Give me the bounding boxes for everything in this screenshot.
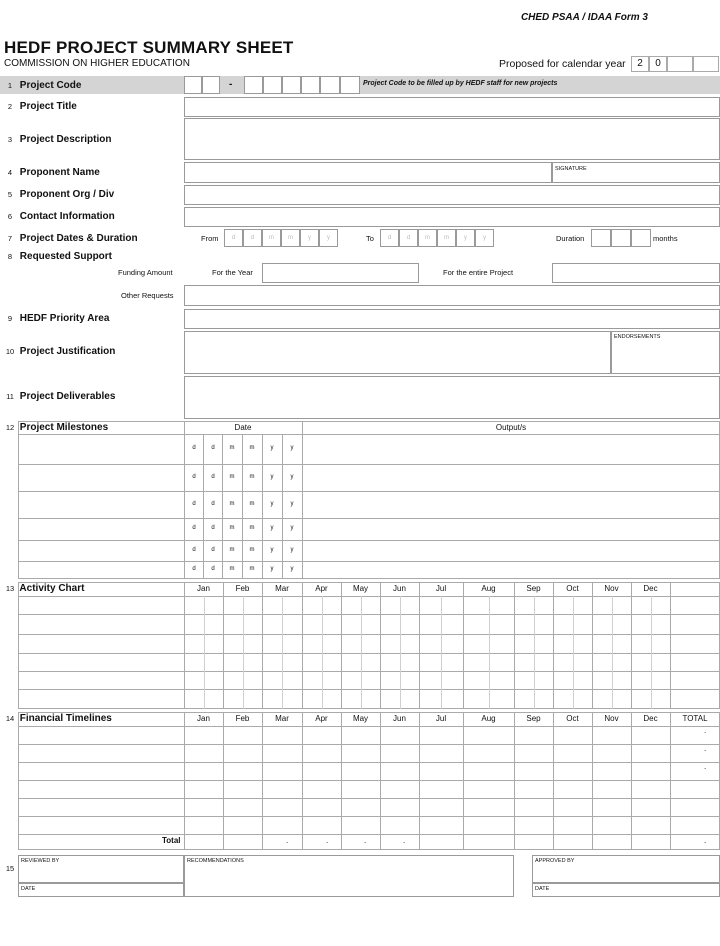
month-header-sep: Sep xyxy=(526,584,541,593)
milestone-date-char[interactable]: m xyxy=(229,546,235,553)
form-number: CHED PSAA / IDAA Form 3 xyxy=(520,12,648,23)
month-header-jan: Jan xyxy=(197,714,210,723)
milestone-date-char[interactable]: y xyxy=(270,525,274,531)
month-header-sep: Sep xyxy=(526,714,541,723)
field-label-priority-area: 9 HEDF Priority Area xyxy=(7,313,110,324)
milestone-date-char[interactable]: d xyxy=(192,445,196,451)
milestone-date-char[interactable]: d xyxy=(211,500,215,507)
month-header-mar: Mar xyxy=(275,714,289,723)
proponent-name-input[interactable] xyxy=(184,162,552,183)
field-label-milestones: 12 Project Milestones xyxy=(5,422,109,433)
project-code-box[interactable] xyxy=(282,76,301,94)
milestone-description-cell[interactable] xyxy=(18,561,184,579)
column-rule xyxy=(262,712,263,850)
milestone-date-char[interactable]: m xyxy=(229,566,235,572)
month-header-apr: Apr xyxy=(315,584,328,593)
year-digit-4[interactable] xyxy=(693,56,719,72)
milestone-description-cell[interactable] xyxy=(18,434,184,464)
date-digit-box[interactable]: d xyxy=(243,229,262,247)
project-code-box[interactable] xyxy=(184,76,202,94)
milestone-date-char[interactable]: y xyxy=(270,473,274,480)
from-label: From xyxy=(201,234,219,243)
date-digit-box[interactable]: y xyxy=(300,229,319,247)
month-header-oct: Oct xyxy=(566,714,579,723)
milestone-date-char[interactable]: d xyxy=(192,546,196,553)
milestone-description-cell[interactable] xyxy=(18,491,184,518)
milestone-date-char[interactable]: y xyxy=(290,525,294,531)
milestone-date-char[interactable]: d xyxy=(211,546,215,553)
months-label: months xyxy=(653,234,678,243)
column-rule xyxy=(184,712,185,850)
date-digit-box[interactable]: m xyxy=(262,229,281,247)
activity-name-cell[interactable] xyxy=(18,653,184,671)
month-header-jul: Jul xyxy=(435,714,447,723)
year-digit-3[interactable] xyxy=(667,56,693,72)
month-header-nov: Nov xyxy=(604,584,619,593)
milestone-date-char[interactable]: d xyxy=(192,525,196,531)
milestone-date-char[interactable]: d xyxy=(192,500,196,507)
month-header-dec: Dec xyxy=(643,584,658,593)
milestones-outputs-header: Output/s xyxy=(495,423,527,432)
date-digit-box[interactable]: d xyxy=(224,229,243,247)
half-month-rule xyxy=(204,596,205,709)
month-header-jul: Jul xyxy=(435,584,447,593)
field-number-15: 15 xyxy=(5,864,15,873)
half-month-rule xyxy=(534,596,535,709)
contact-info-input[interactable] xyxy=(184,207,720,227)
milestone-date-char[interactable]: y xyxy=(290,445,294,451)
duration-box[interactable] xyxy=(631,229,651,247)
decimal-mark: . xyxy=(704,762,707,771)
project-code-row xyxy=(0,76,720,94)
financial-item-cell[interactable] xyxy=(18,726,184,744)
milestone-output-cell[interactable] xyxy=(302,518,720,540)
milestone-date-char[interactable]: m xyxy=(229,473,235,480)
form-subtitle: COMMISSION ON HIGHER EDUCATION xyxy=(4,58,190,69)
half-month-rule xyxy=(651,596,652,709)
funding-year-input[interactable] xyxy=(262,263,419,283)
column-rule xyxy=(302,712,303,850)
decimal-mark: . xyxy=(326,836,329,845)
project-code-note: Project Code to be filled up by HEDF staff for new projects xyxy=(363,80,558,87)
field-label-project-dates: 7 Project Dates & Duration xyxy=(7,233,138,244)
milestone-date-char[interactable]: y xyxy=(290,566,294,572)
milestone-date-char[interactable]: d xyxy=(211,566,215,572)
milestone-date-char[interactable]: y xyxy=(290,546,294,553)
month-header-feb: Feb xyxy=(235,584,250,593)
date-digit-box[interactable]: m xyxy=(437,229,456,247)
milestone-output-cell[interactable] xyxy=(302,540,720,561)
column-rule xyxy=(592,712,593,850)
column-rule xyxy=(380,712,381,850)
funding-amount-label: Funding Amount xyxy=(118,268,173,277)
year-digit-2[interactable]: 0 xyxy=(649,56,667,72)
month-header-may: May xyxy=(352,584,369,593)
milestone-date-char[interactable]: y xyxy=(290,473,294,480)
month-header-apr: Apr xyxy=(315,714,328,723)
financial-item-cell[interactable] xyxy=(18,780,184,798)
month-header-may: May xyxy=(352,714,369,723)
column-rule xyxy=(262,434,263,579)
approved-by-label: APPROVED BY xyxy=(535,858,575,864)
decimal-mark: . xyxy=(364,836,367,845)
milestone-date-char[interactable]: y xyxy=(270,445,274,451)
milestone-date-char[interactable]: m xyxy=(229,445,235,451)
field-label-project-title: 2 Project Title xyxy=(7,101,77,112)
column-rule xyxy=(282,434,283,579)
justification-input[interactable] xyxy=(184,331,611,374)
column-rule xyxy=(553,712,554,850)
decimal-mark: . xyxy=(704,726,707,735)
row-rule xyxy=(18,834,720,835)
reviewed-date-label: DATE xyxy=(21,886,36,892)
project-title-input[interactable] xyxy=(184,97,720,117)
milestone-description-cell[interactable] xyxy=(18,540,184,561)
milestone-description-cell[interactable] xyxy=(18,518,184,540)
half-month-rule xyxy=(361,596,362,709)
column-rule xyxy=(670,712,671,850)
proponent-org-input[interactable] xyxy=(184,185,720,205)
activity-name-cell[interactable] xyxy=(18,671,184,689)
half-month-rule xyxy=(489,596,490,709)
approved-date-label: DATE xyxy=(535,886,550,892)
date-digit-box[interactable]: m xyxy=(418,229,437,247)
month-header-jun: Jun xyxy=(393,584,406,593)
other-requests-label: Other Requests xyxy=(121,291,174,300)
date-digit-box[interactable]: y xyxy=(475,229,494,247)
month-header-feb: Feb xyxy=(235,714,250,723)
milestone-date-char[interactable]: d xyxy=(211,445,215,451)
project-description-input[interactable] xyxy=(184,118,720,160)
for-project-label: For the entire Project xyxy=(443,268,514,277)
half-month-rule xyxy=(400,596,401,709)
for-year-label: For the Year xyxy=(212,268,253,277)
date-digit-box[interactable]: d xyxy=(380,229,399,247)
reviewed-date-field[interactable] xyxy=(18,883,184,897)
milestone-date-char[interactable]: m xyxy=(249,445,255,451)
project-code-box[interactable] xyxy=(263,76,282,94)
field-label-justification: 10 Project Justification xyxy=(5,346,116,357)
milestone-date-char[interactable]: d xyxy=(211,525,215,531)
priority-area-input[interactable] xyxy=(184,309,720,329)
decimal-mark: . xyxy=(403,836,406,845)
column-rule xyxy=(222,434,223,579)
month-header-dec: Dec xyxy=(643,714,658,723)
duration-box[interactable] xyxy=(591,229,611,247)
recommendations-label: RECOMMENDATIONS xyxy=(187,858,244,864)
month-header-aug: Aug xyxy=(481,714,496,723)
half-month-rule xyxy=(612,596,613,709)
field-label-proponent-name: 4 Proponent Name xyxy=(7,167,100,178)
milestone-output-cell[interactable] xyxy=(302,464,720,491)
column-rule xyxy=(242,434,243,579)
month-header-mar: Mar xyxy=(275,584,289,593)
milestone-date-char[interactable]: m xyxy=(229,525,235,531)
financial-item-cell[interactable] xyxy=(18,816,184,834)
milestone-date-char[interactable]: y xyxy=(270,500,274,507)
date-digit-box[interactable]: m xyxy=(281,229,300,247)
half-month-rule xyxy=(573,596,574,709)
field-label-activity-chart: 13 Activity Chart xyxy=(5,583,85,594)
approved-date-field[interactable] xyxy=(532,883,720,897)
funding-project-input[interactable] xyxy=(552,263,720,283)
to-label: To xyxy=(366,234,374,243)
total-column-header: TOTAL xyxy=(682,714,708,723)
year-digit-1[interactable]: 2 xyxy=(631,56,649,72)
field-label-project-description: 3 Project Description xyxy=(7,134,112,145)
milestone-date-char[interactable]: d xyxy=(192,566,196,572)
duration-label: Duration xyxy=(556,234,585,243)
duration-box[interactable] xyxy=(611,229,631,247)
milestone-date-char[interactable]: m xyxy=(249,566,255,572)
signature-label: SIGNATURE xyxy=(555,166,587,172)
milestone-date-char[interactable]: d xyxy=(192,473,196,480)
column-rule xyxy=(203,434,204,579)
calendar-year-label: Proposed for calendar year xyxy=(499,58,626,70)
deliverables-input[interactable] xyxy=(184,376,720,419)
financial-item-cell[interactable] xyxy=(18,798,184,816)
half-month-rule xyxy=(243,596,244,709)
form-title: HEDF PROJECT SUMMARY SHEET xyxy=(4,38,294,57)
milestones-date-header: Date xyxy=(234,423,252,432)
financial-item-cell[interactable] xyxy=(18,762,184,780)
half-month-rule xyxy=(322,596,323,709)
column-rule xyxy=(463,712,464,850)
month-header-jun: Jun xyxy=(393,714,406,723)
financial-item-cell[interactable] xyxy=(18,744,184,762)
other-requests-input[interactable] xyxy=(184,285,720,306)
month-header-aug: Aug xyxy=(481,584,496,593)
milestone-date-char[interactable]: m xyxy=(229,500,235,507)
milestone-date-char[interactable]: y xyxy=(270,566,274,572)
date-digit-box[interactable]: y xyxy=(319,229,338,247)
project-code-box[interactable] xyxy=(340,76,360,94)
project-code-box[interactable] xyxy=(202,76,220,94)
activity-name-cell[interactable] xyxy=(18,614,184,634)
milestone-date-char[interactable]: y xyxy=(290,500,294,507)
activity-name-cell[interactable] xyxy=(18,689,184,709)
decimal-mark: . xyxy=(286,836,289,845)
field-label-deliverables: 11 Project Deliverables xyxy=(6,391,116,402)
month-header-oct: Oct xyxy=(566,584,579,593)
milestone-date-char[interactable]: m xyxy=(249,525,255,531)
decimal-mark: . xyxy=(704,836,707,845)
half-month-rule xyxy=(282,596,283,709)
date-digit-box[interactable]: d xyxy=(399,229,418,247)
endorsements-label: ENDORSEMENTS xyxy=(614,334,661,340)
column-rule xyxy=(341,712,342,850)
column-rule xyxy=(514,712,515,850)
milestone-output-cell[interactable] xyxy=(302,491,720,518)
field-label-proponent-org: 5 Proponent Org / Div xyxy=(7,189,115,200)
project-code-dash: - xyxy=(229,79,233,90)
activity-name-cell[interactable] xyxy=(18,634,184,653)
project-code-box[interactable] xyxy=(301,76,320,94)
column-rule xyxy=(223,712,224,850)
milestone-date-char[interactable]: d xyxy=(211,473,215,480)
column-rule xyxy=(631,712,632,850)
field-label-project-code: 1 Project Code xyxy=(7,80,82,91)
milestone-output-cell[interactable] xyxy=(302,561,720,579)
milestone-description-cell[interactable] xyxy=(18,464,184,491)
milestone-date-char[interactable]: m xyxy=(249,500,255,507)
field-label-financial-timelines: 14 Financial Timelines xyxy=(5,713,112,724)
project-code-box[interactable] xyxy=(320,76,340,94)
date-digit-box[interactable]: y xyxy=(456,229,475,247)
milestone-date-char[interactable]: m xyxy=(249,473,255,480)
month-header-jan: Jan xyxy=(197,584,210,593)
reviewed-by-label: REVIEWED BY xyxy=(21,858,60,864)
column-rule xyxy=(419,712,420,850)
milestone-date-char[interactable]: m xyxy=(249,546,255,553)
project-code-box[interactable] xyxy=(244,76,263,94)
field-label-requested-support: 8 Requested Support xyxy=(7,251,113,262)
milestone-date-char[interactable]: y xyxy=(270,546,274,553)
decimal-mark: . xyxy=(704,744,707,753)
activity-name-cell[interactable] xyxy=(18,596,184,614)
month-header-nov: Nov xyxy=(604,714,619,723)
financial-total-row-label: Total xyxy=(162,836,181,845)
half-month-rule xyxy=(441,596,442,709)
field-label-contact-info: 6 Contact Information xyxy=(7,211,115,222)
milestone-output-cell[interactable] xyxy=(302,434,720,464)
